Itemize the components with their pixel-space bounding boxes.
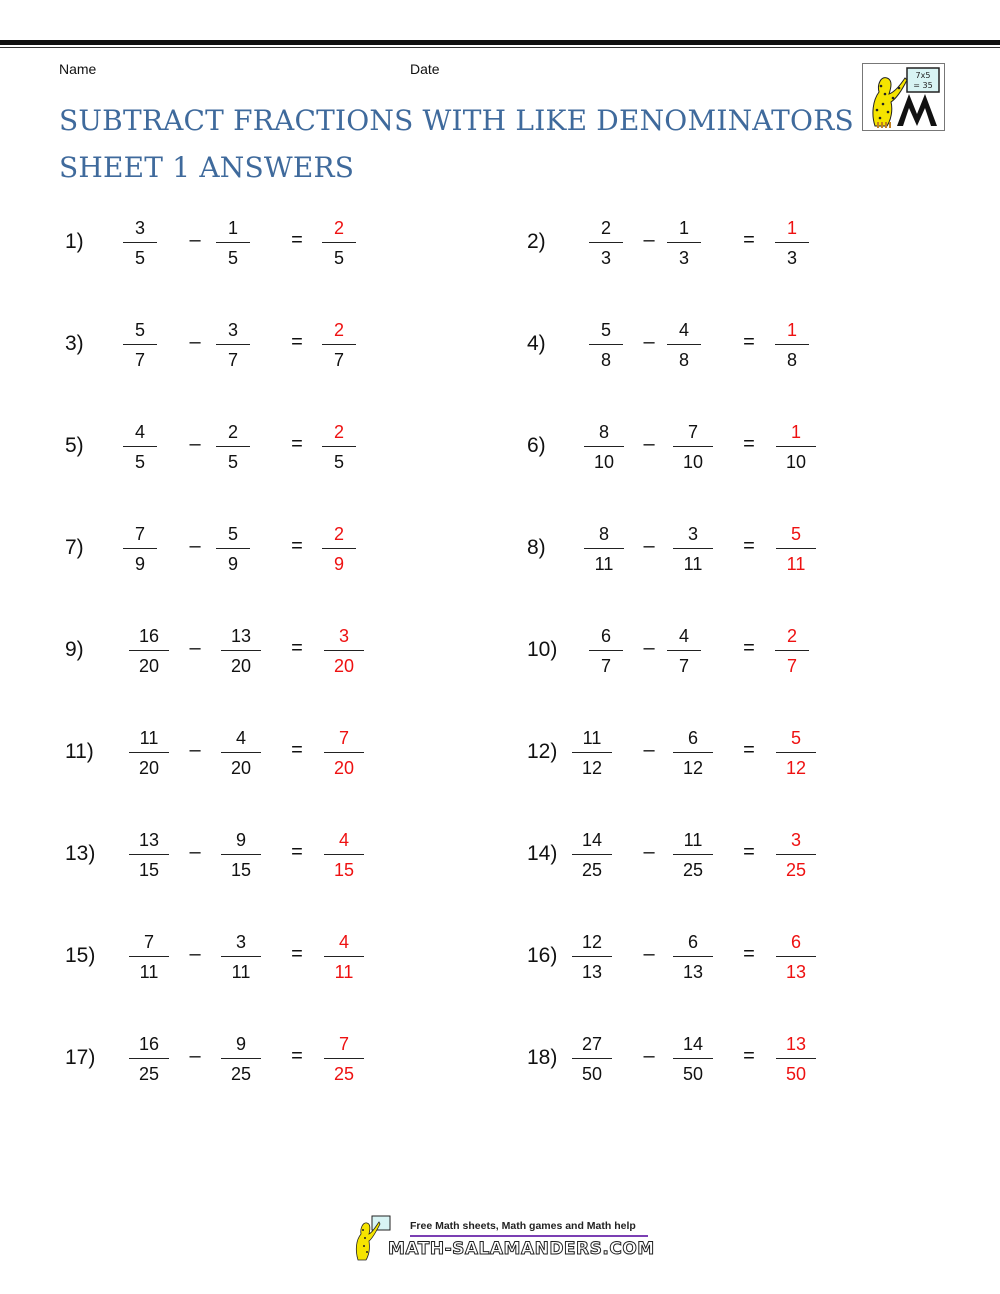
answer-denominator: 20 bbox=[333, 656, 355, 676]
top-border-thick bbox=[0, 40, 1000, 45]
answer-numerator: 3 bbox=[338, 626, 349, 646]
problem-number: 5) bbox=[65, 434, 84, 457]
answer-fraction bbox=[324, 1031, 364, 1087]
equals-sign: = bbox=[291, 331, 303, 353]
equals-sign: = bbox=[291, 535, 303, 557]
fraction-b bbox=[673, 1031, 713, 1087]
svg-text:7x5: 7x5 bbox=[915, 71, 931, 80]
numerator: 12 bbox=[581, 932, 603, 952]
numerator: 3 bbox=[235, 932, 246, 952]
answer-denominator: 50 bbox=[785, 1064, 807, 1084]
answer-denominator: 9 bbox=[333, 554, 344, 574]
answer-fraction bbox=[324, 827, 364, 883]
problem-number: 18) bbox=[527, 1046, 558, 1069]
numerator: 2 bbox=[227, 422, 238, 442]
answer-denominator: 25 bbox=[785, 860, 807, 880]
answer-fraction bbox=[324, 929, 364, 985]
minus-sign: – bbox=[189, 1045, 201, 1067]
numerator: 4 bbox=[678, 320, 689, 340]
minus-sign: – bbox=[643, 637, 655, 659]
problem-number: 14) bbox=[527, 842, 558, 865]
problem-11 bbox=[57, 725, 477, 785]
minus-sign: – bbox=[189, 943, 201, 965]
minus-sign: – bbox=[643, 331, 655, 353]
salamander-logo-icon bbox=[862, 63, 945, 131]
denominator: 10 bbox=[682, 452, 704, 472]
fraction-b bbox=[221, 827, 261, 883]
fraction-b bbox=[216, 317, 250, 373]
footer-divider bbox=[410, 1235, 648, 1237]
equals-sign: = bbox=[743, 1045, 755, 1067]
numerator: 3 bbox=[687, 524, 698, 544]
denominator: 25 bbox=[138, 1064, 160, 1084]
denominator: 10 bbox=[593, 452, 615, 472]
denominator: 20 bbox=[138, 758, 160, 778]
denominator: 11 bbox=[231, 962, 251, 982]
footer-salamander-icon bbox=[352, 1214, 392, 1262]
numerator: 3 bbox=[227, 320, 238, 340]
fraction-b bbox=[216, 521, 250, 577]
answer-denominator: 25 bbox=[333, 1064, 355, 1084]
answer-fraction bbox=[322, 317, 356, 373]
answer-fraction bbox=[775, 623, 809, 679]
answer-numerator: 1 bbox=[786, 320, 797, 340]
equals-sign: = bbox=[743, 943, 755, 965]
answer-numerator: 7 bbox=[338, 1034, 349, 1054]
numerator: 5 bbox=[227, 524, 238, 544]
minus-sign: – bbox=[643, 229, 655, 251]
fraction-a bbox=[129, 725, 169, 781]
equals-sign: = bbox=[743, 637, 755, 659]
numerator: 6 bbox=[687, 728, 698, 748]
problem-number: 12) bbox=[527, 740, 558, 763]
problem-number: 1) bbox=[65, 230, 84, 253]
problem-number: 3) bbox=[65, 332, 84, 355]
problem-number: 7) bbox=[65, 536, 84, 559]
minus-sign: – bbox=[189, 739, 201, 761]
problem-4 bbox=[519, 317, 939, 377]
answer-denominator: 11 bbox=[334, 962, 354, 982]
answer-numerator: 4 bbox=[338, 932, 349, 952]
numerator: 16 bbox=[138, 626, 160, 646]
denominator: 50 bbox=[682, 1064, 704, 1084]
equals-sign: = bbox=[291, 433, 303, 455]
equals-sign: = bbox=[743, 535, 755, 557]
answer-fraction bbox=[776, 929, 816, 985]
numerator: 9 bbox=[235, 1034, 246, 1054]
numerator: 14 bbox=[581, 830, 603, 850]
answer-numerator: 5 bbox=[790, 728, 801, 748]
fraction-a bbox=[572, 1031, 612, 1087]
numerator: 8 bbox=[598, 524, 609, 544]
top-border-thin bbox=[0, 47, 1000, 48]
answer-numerator: 5 bbox=[790, 524, 801, 544]
answer-denominator: 11 bbox=[786, 554, 806, 574]
fraction-a bbox=[589, 215, 623, 271]
numerator: 4 bbox=[235, 728, 246, 748]
answer-fraction bbox=[322, 215, 356, 271]
fraction-b bbox=[667, 215, 701, 271]
fraction-a bbox=[572, 929, 612, 985]
problem-number: 17) bbox=[65, 1046, 96, 1069]
numerator: 4 bbox=[134, 422, 145, 442]
problem-number: 8) bbox=[527, 536, 546, 559]
problem-18 bbox=[519, 1031, 939, 1091]
minus-sign: – bbox=[643, 841, 655, 863]
problem-10 bbox=[519, 623, 939, 683]
denominator: 7 bbox=[227, 350, 238, 370]
problem-number: 4) bbox=[527, 332, 546, 355]
denominator: 9 bbox=[227, 554, 238, 574]
answer-fraction bbox=[776, 827, 816, 883]
problem-number: 15) bbox=[65, 944, 96, 967]
equals-sign: = bbox=[291, 637, 303, 659]
numerator: 6 bbox=[687, 932, 698, 952]
answer-denominator: 7 bbox=[786, 656, 797, 676]
denominator: 9 bbox=[134, 554, 145, 574]
problem-number: 16) bbox=[527, 944, 558, 967]
denominator: 25 bbox=[230, 1064, 252, 1084]
fraction-a bbox=[584, 419, 624, 475]
worksheet-title: SUBTRACT FRACTIONS WITH LIKE DENOMINATORS bbox=[59, 104, 854, 137]
problem-number: 2) bbox=[527, 230, 546, 253]
numerator: 13 bbox=[230, 626, 252, 646]
numerator: 11 bbox=[139, 728, 159, 748]
numerator: 1 bbox=[227, 218, 238, 238]
denominator: 3 bbox=[678, 248, 689, 268]
answer-fraction bbox=[776, 521, 816, 577]
answer-numerator: 1 bbox=[786, 218, 797, 238]
minus-sign: – bbox=[189, 535, 201, 557]
answer-denominator: 13 bbox=[785, 962, 807, 982]
denominator: 11 bbox=[594, 554, 614, 574]
answer-numerator: 4 bbox=[338, 830, 349, 850]
answer-fraction bbox=[322, 521, 356, 577]
answer-fraction bbox=[776, 1031, 816, 1087]
problem-13 bbox=[57, 827, 477, 887]
numerator: 14 bbox=[682, 1034, 704, 1054]
denominator: 5 bbox=[227, 452, 238, 472]
answer-numerator: 2 bbox=[333, 320, 344, 340]
fraction-b bbox=[216, 419, 250, 475]
fraction-b bbox=[667, 623, 701, 679]
numerator: 5 bbox=[600, 320, 611, 340]
denominator: 5 bbox=[134, 248, 145, 268]
denominator: 20 bbox=[230, 758, 252, 778]
denominator: 7 bbox=[678, 656, 689, 676]
denominator: 20 bbox=[230, 656, 252, 676]
name-field-label: Name bbox=[59, 61, 97, 77]
numerator: 27 bbox=[581, 1034, 603, 1054]
numerator: 16 bbox=[138, 1034, 160, 1054]
answer-fraction bbox=[775, 317, 809, 373]
fraction-b bbox=[673, 827, 713, 883]
fraction-b bbox=[667, 317, 701, 373]
answer-numerator: 6 bbox=[790, 932, 801, 952]
problem-2 bbox=[519, 215, 939, 275]
equals-sign: = bbox=[743, 841, 755, 863]
date-field-label: Date bbox=[410, 61, 440, 77]
footer-brand-link[interactable]: MATH-SALAMANDERS.COM bbox=[388, 1239, 655, 1259]
answer-denominator: 15 bbox=[333, 860, 355, 880]
equals-sign: = bbox=[743, 331, 755, 353]
problem-6 bbox=[519, 419, 939, 479]
minus-sign: – bbox=[189, 229, 201, 251]
equals-sign: = bbox=[743, 739, 755, 761]
problem-7 bbox=[57, 521, 477, 581]
answer-denominator: 20 bbox=[333, 758, 355, 778]
numerator: 9 bbox=[235, 830, 246, 850]
answer-fraction bbox=[324, 623, 364, 679]
minus-sign: – bbox=[643, 535, 655, 557]
answer-numerator: 2 bbox=[786, 626, 797, 646]
denominator: 11 bbox=[139, 962, 159, 982]
denominator: 7 bbox=[134, 350, 145, 370]
minus-sign: – bbox=[189, 331, 201, 353]
answer-numerator: 2 bbox=[333, 422, 344, 442]
fraction-a bbox=[123, 419, 157, 475]
answer-numerator: 7 bbox=[338, 728, 349, 748]
fraction-a bbox=[123, 317, 157, 373]
problem-3 bbox=[57, 317, 477, 377]
denominator: 25 bbox=[581, 860, 603, 880]
problem-12 bbox=[519, 725, 939, 785]
fraction-b bbox=[673, 419, 713, 475]
minus-sign: – bbox=[189, 841, 201, 863]
fraction-a bbox=[572, 827, 612, 883]
answer-numerator: 3 bbox=[790, 830, 801, 850]
denominator: 50 bbox=[581, 1064, 603, 1084]
numerator: 7 bbox=[687, 422, 698, 442]
answer-numerator: 2 bbox=[333, 218, 344, 238]
denominator: 7 bbox=[600, 656, 611, 676]
minus-sign: – bbox=[189, 637, 201, 659]
problem-8 bbox=[519, 521, 939, 581]
answer-denominator: 5 bbox=[333, 452, 344, 472]
fraction-b bbox=[221, 623, 261, 679]
numerator: 3 bbox=[134, 218, 145, 238]
fraction-a bbox=[129, 827, 169, 883]
problem-number: 11) bbox=[65, 740, 94, 763]
footer-tagline: Free Math sheets, Math games and Math help bbox=[410, 1220, 636, 1232]
denominator: 15 bbox=[230, 860, 252, 880]
equals-sign: = bbox=[743, 433, 755, 455]
answer-fraction bbox=[322, 419, 356, 475]
denominator: 8 bbox=[678, 350, 689, 370]
equals-sign: = bbox=[743, 229, 755, 251]
problem-17 bbox=[57, 1031, 477, 1091]
equals-sign: = bbox=[291, 229, 303, 251]
fraction-b bbox=[673, 929, 713, 985]
numerator: 7 bbox=[134, 524, 145, 544]
fraction-a bbox=[589, 317, 623, 373]
denominator: 25 bbox=[682, 860, 704, 880]
problem-9 bbox=[57, 623, 477, 683]
fraction-b bbox=[216, 215, 250, 271]
equals-sign: = bbox=[291, 739, 303, 761]
problem-number: 10) bbox=[527, 638, 558, 661]
fraction-a bbox=[589, 623, 623, 679]
problem-number: 9) bbox=[65, 638, 84, 661]
fraction-b bbox=[673, 725, 713, 781]
fraction-a bbox=[129, 1031, 169, 1087]
minus-sign: – bbox=[643, 433, 655, 455]
minus-sign: – bbox=[189, 433, 201, 455]
answer-denominator: 5 bbox=[333, 248, 344, 268]
equals-sign: = bbox=[291, 943, 303, 965]
denominator: 20 bbox=[138, 656, 160, 676]
equals-sign: = bbox=[291, 1045, 303, 1067]
answer-fraction bbox=[324, 725, 364, 781]
answer-denominator: 10 bbox=[785, 452, 807, 472]
denominator: 12 bbox=[682, 758, 704, 778]
numerator: 7 bbox=[143, 932, 154, 952]
numerator: 11 bbox=[683, 830, 703, 850]
answer-fraction bbox=[776, 725, 816, 781]
problem-14 bbox=[519, 827, 939, 887]
minus-sign: – bbox=[643, 1045, 655, 1067]
denominator: 3 bbox=[600, 248, 611, 268]
fraction-a bbox=[572, 725, 612, 781]
denominator: 8 bbox=[600, 350, 611, 370]
footer-branding bbox=[352, 1212, 655, 1264]
problem-16 bbox=[519, 929, 939, 989]
numerator: 8 bbox=[598, 422, 609, 442]
svg-text:= 35: = 35 bbox=[913, 81, 933, 90]
numerator: 1 bbox=[678, 218, 689, 238]
numerator: 6 bbox=[600, 626, 611, 646]
fraction-a bbox=[123, 215, 157, 271]
answer-denominator: 12 bbox=[785, 758, 807, 778]
minus-sign: – bbox=[643, 943, 655, 965]
numerator: 11 bbox=[582, 728, 602, 748]
denominator: 5 bbox=[134, 452, 145, 472]
denominator: 12 bbox=[581, 758, 603, 778]
equals-sign: = bbox=[291, 841, 303, 863]
denominator: 11 bbox=[683, 554, 703, 574]
answer-numerator: 13 bbox=[785, 1034, 807, 1054]
fraction-b bbox=[221, 1031, 261, 1087]
answer-numerator: 2 bbox=[333, 524, 344, 544]
answer-denominator: 3 bbox=[786, 248, 797, 268]
answer-fraction bbox=[775, 215, 809, 271]
denominator: 15 bbox=[138, 860, 160, 880]
fraction-a bbox=[584, 521, 624, 577]
numerator: 4 bbox=[678, 626, 689, 646]
minus-sign: – bbox=[643, 739, 655, 761]
worksheet-subtitle: SHEET 1 ANSWERS bbox=[59, 151, 355, 184]
fraction-b bbox=[221, 929, 261, 985]
answer-denominator: 8 bbox=[786, 350, 797, 370]
answer-fraction bbox=[776, 419, 816, 475]
problem-5 bbox=[57, 419, 477, 479]
numerator: 13 bbox=[138, 830, 160, 850]
fraction-a bbox=[129, 929, 169, 985]
answer-denominator: 7 bbox=[333, 350, 344, 370]
problem-1 bbox=[57, 215, 477, 275]
fraction-b bbox=[673, 521, 713, 577]
fraction-a bbox=[129, 623, 169, 679]
numerator: 2 bbox=[600, 218, 611, 238]
problem-number: 6) bbox=[527, 434, 546, 457]
denominator: 13 bbox=[581, 962, 603, 982]
denominator: 13 bbox=[682, 962, 704, 982]
problem-15 bbox=[57, 929, 477, 989]
fraction-b bbox=[221, 725, 261, 781]
answer-numerator: 1 bbox=[790, 422, 801, 442]
numerator: 5 bbox=[134, 320, 145, 340]
denominator: 5 bbox=[227, 248, 238, 268]
fraction-a bbox=[123, 521, 157, 577]
problem-number: 13) bbox=[65, 842, 96, 865]
